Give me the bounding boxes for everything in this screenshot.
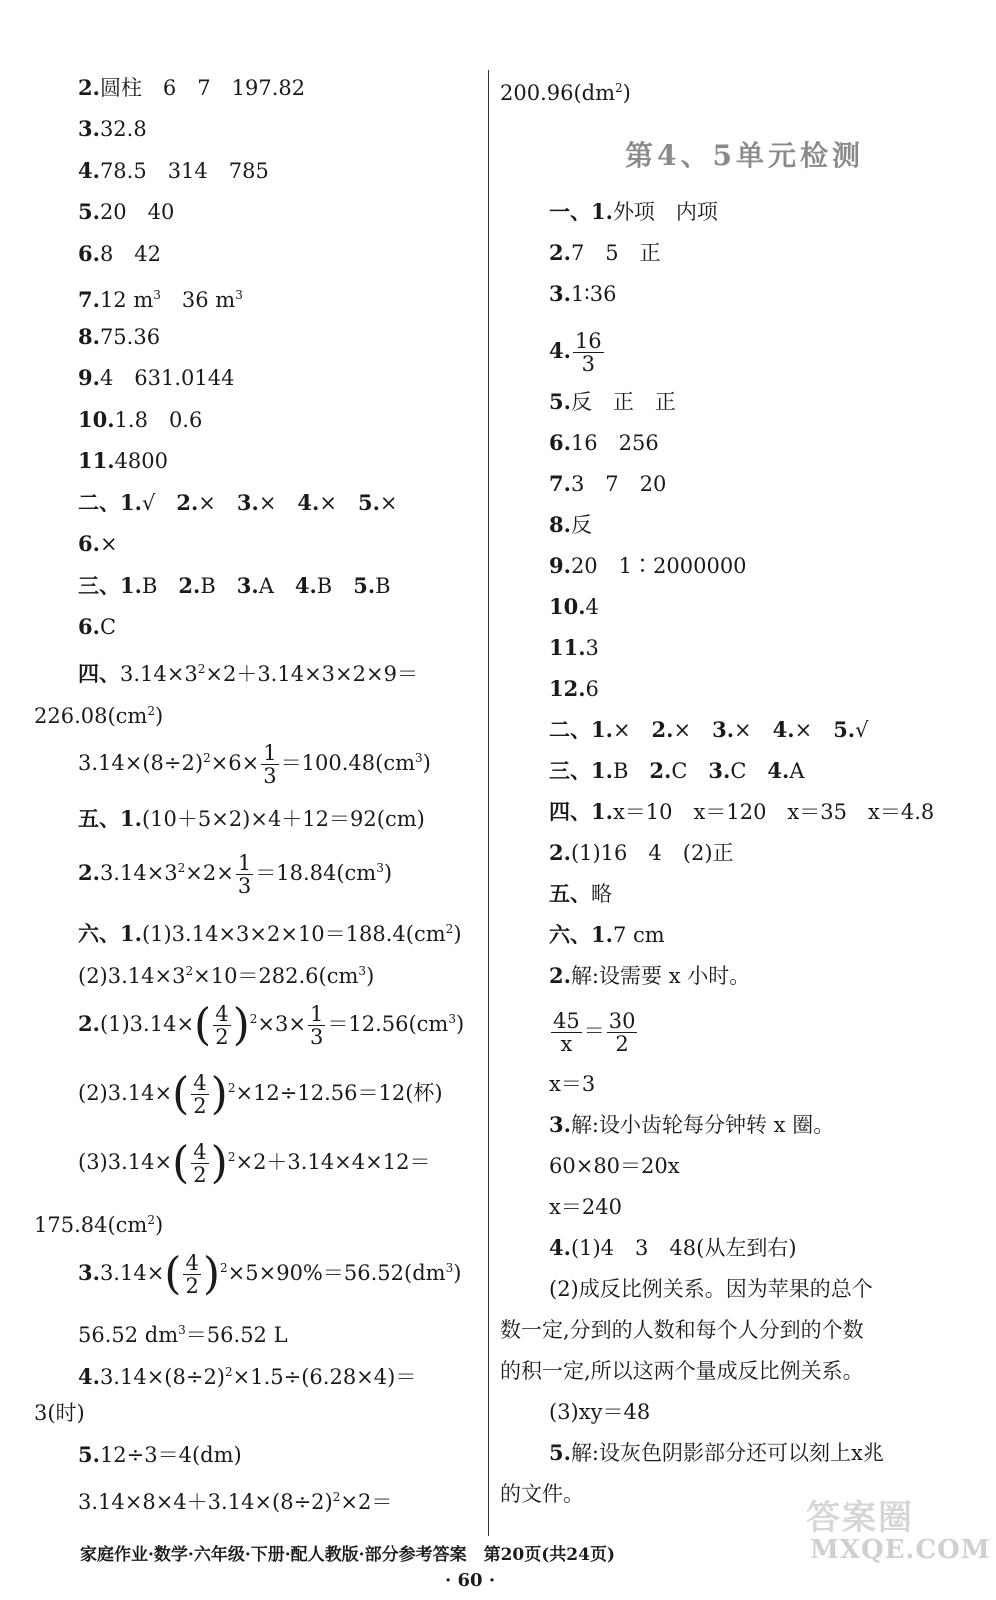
page-footer: 家庭作业·数学·六年级·下册·配人教版·部分参考答案 第20页(共24页) — [80, 1545, 615, 1565]
answer-text: 略 — [591, 882, 612, 906]
answer-line — [549, 1010, 639, 1055]
answer-text: 反 — [570, 513, 592, 537]
item-number: 1. — [591, 799, 613, 824]
item-number: 6. — [78, 614, 100, 639]
item-number: 8. — [549, 512, 571, 537]
denominator: x — [560, 1032, 573, 1056]
superscript: 2 — [147, 704, 155, 718]
answer-text: ) — [383, 861, 393, 885]
answer-line — [549, 1275, 873, 1303]
answer-text: ) — [422, 751, 431, 775]
item-number: 4. — [772, 717, 795, 742]
answer-text: B — [612, 759, 650, 783]
answer-text: ×2＋3.14×4×12＝ — [235, 1150, 431, 1174]
answer-text: 3.14×(8÷2) — [99, 1365, 225, 1389]
answer-text: × — [673, 718, 713, 742]
fraction — [308, 1003, 325, 1048]
answer-line — [34, 1399, 85, 1427]
answer-text: 60×80＝20x — [549, 1154, 680, 1178]
answer-text: 圆柱 6 7 197.82 — [99, 76, 306, 100]
answer-text: (1)4 3 48(从左到右) — [570, 1236, 797, 1260]
item-number: 3. — [549, 281, 571, 306]
item-number: 10. — [549, 594, 586, 619]
left-paren: ( — [164, 1248, 182, 1300]
answer-text: 3 — [585, 636, 599, 660]
answer-line — [549, 716, 869, 744]
answer-line — [78, 115, 147, 143]
item-number: 3. — [236, 490, 259, 515]
answer-text: (3)3.14× — [78, 1150, 173, 1174]
item-number: 12. — [549, 676, 586, 701]
answer-text: ×2＝ — [340, 1490, 393, 1514]
answer-text: ＝56.52 L — [185, 1323, 288, 1347]
superscript: 2 — [249, 1012, 258, 1026]
item-number: 5. — [549, 389, 571, 414]
answer-text: 32.8 — [99, 117, 147, 141]
answer-text: ) — [455, 1012, 465, 1036]
item-number: 4. — [294, 573, 317, 598]
answer-text: × — [612, 718, 652, 742]
item-number: 1. — [120, 806, 142, 831]
answer-text: × — [734, 718, 773, 742]
superscript: 2 — [445, 922, 454, 936]
answer-text: √ — [855, 718, 869, 742]
item-number: 6. — [549, 430, 571, 455]
superscript: 2 — [147, 1213, 155, 1227]
answer-line — [78, 198, 174, 226]
fraction — [183, 1252, 200, 1297]
item-number: 1. — [591, 199, 613, 224]
answer-line — [78, 1137, 431, 1189]
item-number: 3. — [78, 1260, 100, 1285]
item-number: 8. — [78, 324, 100, 349]
answer-text: B — [375, 574, 391, 598]
denominator: 3 — [237, 874, 252, 898]
answer-text: (1)16 4 (2)正 — [570, 841, 734, 865]
answer-line — [78, 1358, 416, 1391]
answer-text: ×3× — [257, 1012, 306, 1036]
answer-line — [78, 1483, 392, 1516]
item-number: 1. — [591, 717, 613, 742]
section-label: 四、 — [549, 799, 591, 824]
superscript: 2 — [225, 1365, 233, 1379]
answer-text: ) — [366, 964, 375, 988]
item-number: 5. — [549, 1440, 571, 1465]
answer-text: 数一定,分到的人数和每个人分到的个数 — [500, 1318, 864, 1342]
answer-text: B — [141, 574, 179, 598]
answer-text: A — [258, 574, 295, 598]
item-number: 6. — [78, 531, 100, 556]
answer-text: 200.96(dm — [500, 81, 616, 105]
item-number: 3. — [78, 116, 100, 141]
answer-text: 3.14×3 — [120, 662, 198, 686]
answer-text: 16 256 — [570, 431, 659, 455]
answer-line — [78, 852, 392, 897]
answer-text: 解:设需要 x 小时。 — [570, 964, 751, 988]
numerator: 4 — [193, 1140, 207, 1164]
left-paren: ( — [194, 999, 212, 1051]
answer-text: ) — [155, 1213, 164, 1237]
answer-text: ×10＝282.6(cm — [193, 964, 359, 988]
answer-line — [549, 198, 718, 226]
superscript: 2 — [227, 1150, 236, 1164]
item-number: 4. — [549, 338, 571, 363]
answer-text: C — [99, 615, 117, 639]
answer-text: 外项 内项 — [612, 200, 718, 224]
item-number: 7. — [78, 287, 100, 312]
answer-line — [78, 805, 425, 833]
fraction — [607, 1010, 638, 1055]
answer-text: 3.14× — [99, 1261, 165, 1285]
answer-line — [78, 957, 374, 990]
answer-line — [549, 921, 665, 949]
answer-line — [78, 1441, 242, 1469]
fraction — [191, 1072, 208, 1117]
answer-text: ) — [453, 1261, 462, 1285]
superscript: 3 — [376, 861, 384, 875]
item-number: 2. — [649, 758, 672, 783]
answer-line — [78, 915, 462, 948]
answer-text: 12÷3＝4(dm) — [99, 1443, 242, 1467]
item-number: 1. — [120, 573, 142, 598]
item-number: 10. — [78, 407, 115, 432]
numerator: 16 — [574, 329, 602, 353]
answer-line — [78, 572, 391, 600]
answer-line — [78, 240, 161, 268]
fraction — [261, 742, 278, 787]
superscript: 3 — [178, 1323, 186, 1337]
answer-line — [34, 697, 163, 730]
answer-line — [78, 1248, 462, 1300]
answer-text: (1)3.14× — [99, 1012, 195, 1036]
item-number: 2. — [78, 860, 100, 885]
answer-text: × — [99, 532, 118, 556]
answer-text: 6 — [585, 677, 599, 701]
answer-line — [549, 798, 934, 826]
answer-text: 解:设灰色阴影部分还可以刻上x兆 — [570, 1441, 884, 1465]
answer-text: 7 cm — [612, 923, 665, 947]
answer-text: x＝240 — [549, 1195, 622, 1219]
answer-line — [78, 999, 465, 1051]
right-paren: ) — [210, 1068, 228, 1120]
answer-line — [78, 281, 243, 314]
denominator: 2 — [215, 1025, 229, 1049]
answer-text: B — [200, 574, 237, 598]
section-label: 六、 — [78, 921, 120, 946]
item-number: 1. — [591, 922, 613, 947]
denominator: 2 — [185, 1274, 199, 1298]
item-number: 5. — [833, 717, 856, 742]
answer-text: 的积一定,所以这两个量成反比例关系。 — [500, 1359, 864, 1383]
item-number: 2. — [549, 240, 571, 265]
denominator: 3 — [309, 1025, 324, 1049]
answer-text: 20 1∶2000000 — [570, 554, 747, 578]
answer-text: ) — [453, 922, 462, 946]
answer-line — [549, 511, 592, 539]
item-number: 4. — [78, 1364, 100, 1389]
item-number: 4. — [297, 490, 320, 515]
answer-text: 3.14×8×4＋3.14×(8÷2) — [78, 1490, 333, 1514]
answer-text: ×12÷12.56＝12(杯) — [235, 1081, 443, 1105]
item-number: 3. — [549, 1112, 571, 1137]
answer-text: 8 42 — [99, 242, 162, 266]
right-paren: ) — [202, 1248, 221, 1300]
denominator: 3 — [263, 764, 277, 788]
watermark-logo: 答案圈 — [806, 1498, 914, 1538]
answer-text: ) — [622, 81, 631, 105]
item-number: 9. — [78, 365, 100, 390]
answer-text: 解:设小齿轮每分钟转 x 圈。 — [570, 1113, 835, 1137]
answer-line — [549, 1439, 884, 1467]
item-number: 1. — [120, 921, 142, 946]
answer-text: x＝10 x＝120 x＝35 x＝4.8 — [612, 800, 935, 824]
answer-text: 226.08(cm — [34, 704, 148, 728]
answer-text: x＝3 — [549, 1072, 596, 1096]
item-number: 5. — [357, 490, 380, 515]
answer-text: ×1.5÷(6.28×4)＝ — [232, 1365, 417, 1389]
answer-line — [78, 323, 160, 351]
answer-text: C — [671, 759, 709, 783]
column-divider — [488, 70, 489, 1536]
denominator: 3 — [581, 352, 595, 376]
answer-text: (3)xy＝48 — [549, 1400, 651, 1424]
answer-text: 4 631.0144 — [99, 366, 235, 390]
answer-text: 175.84(cm — [34, 1213, 148, 1237]
superscript: 2 — [197, 662, 206, 676]
section-label: 四、 — [78, 661, 120, 686]
answer-text: 78.5 314 785 — [99, 159, 269, 183]
answer-line — [78, 655, 418, 688]
denominator: 2 — [615, 1032, 629, 1056]
superscript: 2 — [615, 81, 623, 95]
answer-line — [549, 757, 805, 785]
answer-text: 的文件。 — [500, 1482, 584, 1506]
answer-line — [549, 429, 659, 457]
answer-text: 56.52 dm — [78, 1323, 179, 1347]
numerator: 4 — [193, 1071, 207, 1095]
answer-text: ＝100.48(cm — [280, 751, 415, 775]
page-number: · 60 · — [445, 1570, 496, 1591]
answer-line — [549, 839, 734, 867]
superscript: 2 — [203, 751, 211, 765]
item-number: 3. — [712, 717, 735, 742]
section-label: 三、 — [78, 573, 120, 598]
answer-line — [549, 962, 750, 990]
answer-text: 75.36 — [99, 325, 161, 349]
answer-text: 4 — [585, 595, 599, 619]
answer-text: 1.8 0.6 — [114, 408, 203, 432]
answer-text: 12 m — [99, 288, 154, 312]
answer-line — [78, 406, 202, 434]
answer-text: 1∶36 — [570, 282, 617, 306]
section-label: 六、 — [549, 922, 591, 947]
answer-text: 3 7 20 — [570, 472, 667, 496]
answer-text: √ — [141, 491, 177, 515]
item-number: 7. — [549, 471, 571, 496]
section-label: 五、 — [549, 881, 591, 906]
fraction — [213, 1003, 230, 1048]
section-label: 一、 — [549, 199, 591, 224]
answer-line — [78, 742, 431, 787]
answer-line — [500, 1480, 584, 1508]
item-number: 4. — [78, 158, 100, 183]
item-number: 2. — [549, 963, 571, 988]
superscript: 2 — [332, 1490, 341, 1504]
answer-line — [549, 1070, 595, 1098]
answer-line — [549, 1398, 650, 1426]
answer-line — [78, 1068, 443, 1120]
item-number: 2. — [549, 840, 571, 865]
item-number: 2. — [176, 490, 199, 515]
answer-line — [549, 634, 599, 662]
answer-line — [78, 613, 116, 641]
numerator: 1 — [263, 741, 277, 765]
answer-text: ×5×90%＝56.52(dm — [227, 1261, 446, 1285]
section-label: 二、 — [549, 717, 591, 742]
answer-text: A — [789, 759, 805, 783]
answer-text: ×2× — [185, 861, 234, 885]
answer-line — [78, 74, 305, 102]
denominator: 2 — [193, 1094, 207, 1118]
answer-line — [549, 1111, 834, 1139]
left-paren: ( — [172, 1137, 190, 1189]
superscript: 3 — [445, 1261, 454, 1275]
left-paren: ( — [172, 1068, 190, 1120]
numerator: 4 — [185, 1251, 199, 1275]
equals-sign: ＝ — [583, 1019, 605, 1043]
answer-text: (1)3.14×3×2×10＝188.4(cm — [141, 922, 446, 946]
answer-line — [549, 1193, 622, 1221]
answer-text: 20 40 — [99, 200, 175, 224]
superscript: 2 — [227, 1081, 236, 1095]
superscript: 2 — [177, 861, 186, 875]
answer-line — [549, 1234, 797, 1262]
item-number: 2. — [178, 573, 201, 598]
answer-line — [549, 388, 676, 416]
answer-text: (2)3.14×3 — [78, 964, 186, 988]
superscript: 3 — [235, 288, 243, 302]
answer-text: (2)成反比例关系。因为苹果的总个 — [549, 1277, 873, 1301]
watermark-url: MXQE.COM — [810, 1535, 991, 1565]
answer-text: × — [198, 491, 237, 515]
answer-line — [549, 470, 666, 498]
answer-text: × — [794, 718, 834, 742]
answer-line — [34, 1206, 163, 1239]
answer-line — [549, 239, 661, 267]
answer-text: ×2＋3.14×3×2×9＝ — [205, 662, 418, 686]
answer-text: ) — [155, 704, 164, 728]
answer-text: × — [258, 491, 298, 515]
answer-text: × — [319, 491, 358, 515]
answer-line — [78, 364, 235, 392]
superscript: 3 — [358, 964, 367, 978]
answer-text: 36 m — [160, 288, 236, 312]
answer-text: 3(时) — [34, 1401, 85, 1425]
answer-text: C — [730, 759, 768, 783]
item-number: 2. — [78, 1011, 100, 1036]
answer-line — [549, 280, 617, 308]
answer-line — [78, 489, 398, 517]
answer-text: ＝18.84(cm — [255, 861, 377, 885]
numerator: 45 — [553, 1009, 580, 1033]
superscript: 3 — [415, 751, 423, 765]
answer-text: 4800 — [114, 449, 168, 473]
item-number: 5. — [78, 199, 100, 224]
fraction — [236, 852, 253, 897]
superscript: 3 — [153, 288, 161, 302]
item-number: 3. — [708, 758, 731, 783]
answer-text: ＝12.56(cm — [327, 1012, 449, 1036]
answer-line — [549, 675, 599, 703]
item-number: 11. — [549, 635, 586, 660]
answer-line — [500, 74, 631, 107]
numerator: 4 — [215, 1002, 229, 1026]
answer-text: (10＋5×2)×4＋12＝92(cm) — [141, 807, 425, 831]
answer-line — [78, 447, 168, 475]
answer-line — [549, 552, 747, 580]
answer-text: 3.14×3 — [99, 861, 178, 885]
item-number: 2. — [78, 75, 100, 100]
answer-text: × — [379, 491, 398, 515]
answer-line — [500, 1357, 864, 1385]
superscript: 2 — [220, 1261, 228, 1275]
right-paren: ) — [232, 999, 250, 1051]
numerator: 1 — [309, 1002, 324, 1026]
numerator: 1 — [237, 851, 252, 875]
item-number: 9. — [549, 553, 571, 578]
section-title: 第4、5单元检测 — [625, 139, 864, 172]
answer-text: 反 正 正 — [570, 390, 676, 414]
item-number: 3. — [236, 573, 259, 598]
answer-line — [549, 880, 612, 908]
section-label: 五、 — [78, 806, 120, 831]
item-number: 1. — [120, 490, 142, 515]
section-label: 三、 — [549, 758, 591, 783]
answer-text: (2)3.14× — [78, 1081, 173, 1105]
item-number: 11. — [78, 448, 115, 473]
answer-line — [549, 1152, 680, 1180]
fraction — [191, 1141, 208, 1186]
answer-text: 3.14×(8÷2) — [78, 751, 204, 775]
fraction — [573, 330, 604, 375]
item-number: 1. — [591, 758, 613, 783]
answer-line — [78, 157, 269, 185]
item-number: 2. — [651, 717, 674, 742]
numerator: 30 — [608, 1009, 636, 1033]
answer-text: ×6× — [210, 751, 260, 775]
item-number: 6. — [78, 241, 100, 266]
answer-text: 7 5 正 — [570, 241, 661, 265]
right-paren: ) — [210, 1137, 228, 1189]
answer-line — [549, 593, 599, 621]
superscript: 3 — [448, 1012, 456, 1026]
item-number: 5. — [78, 1442, 100, 1467]
answer-line — [78, 1316, 288, 1349]
section-label: 二、 — [78, 490, 120, 515]
fraction — [551, 1010, 582, 1055]
item-number: 4. — [549, 1235, 571, 1260]
item-number: 5. — [353, 573, 376, 598]
superscript: 2 — [185, 964, 194, 978]
answer-line — [78, 530, 118, 558]
answer-line — [500, 1316, 864, 1344]
answer-text: B — [316, 574, 354, 598]
denominator: 2 — [193, 1163, 207, 1187]
answer-line — [549, 330, 606, 375]
item-number: 4. — [767, 758, 790, 783]
